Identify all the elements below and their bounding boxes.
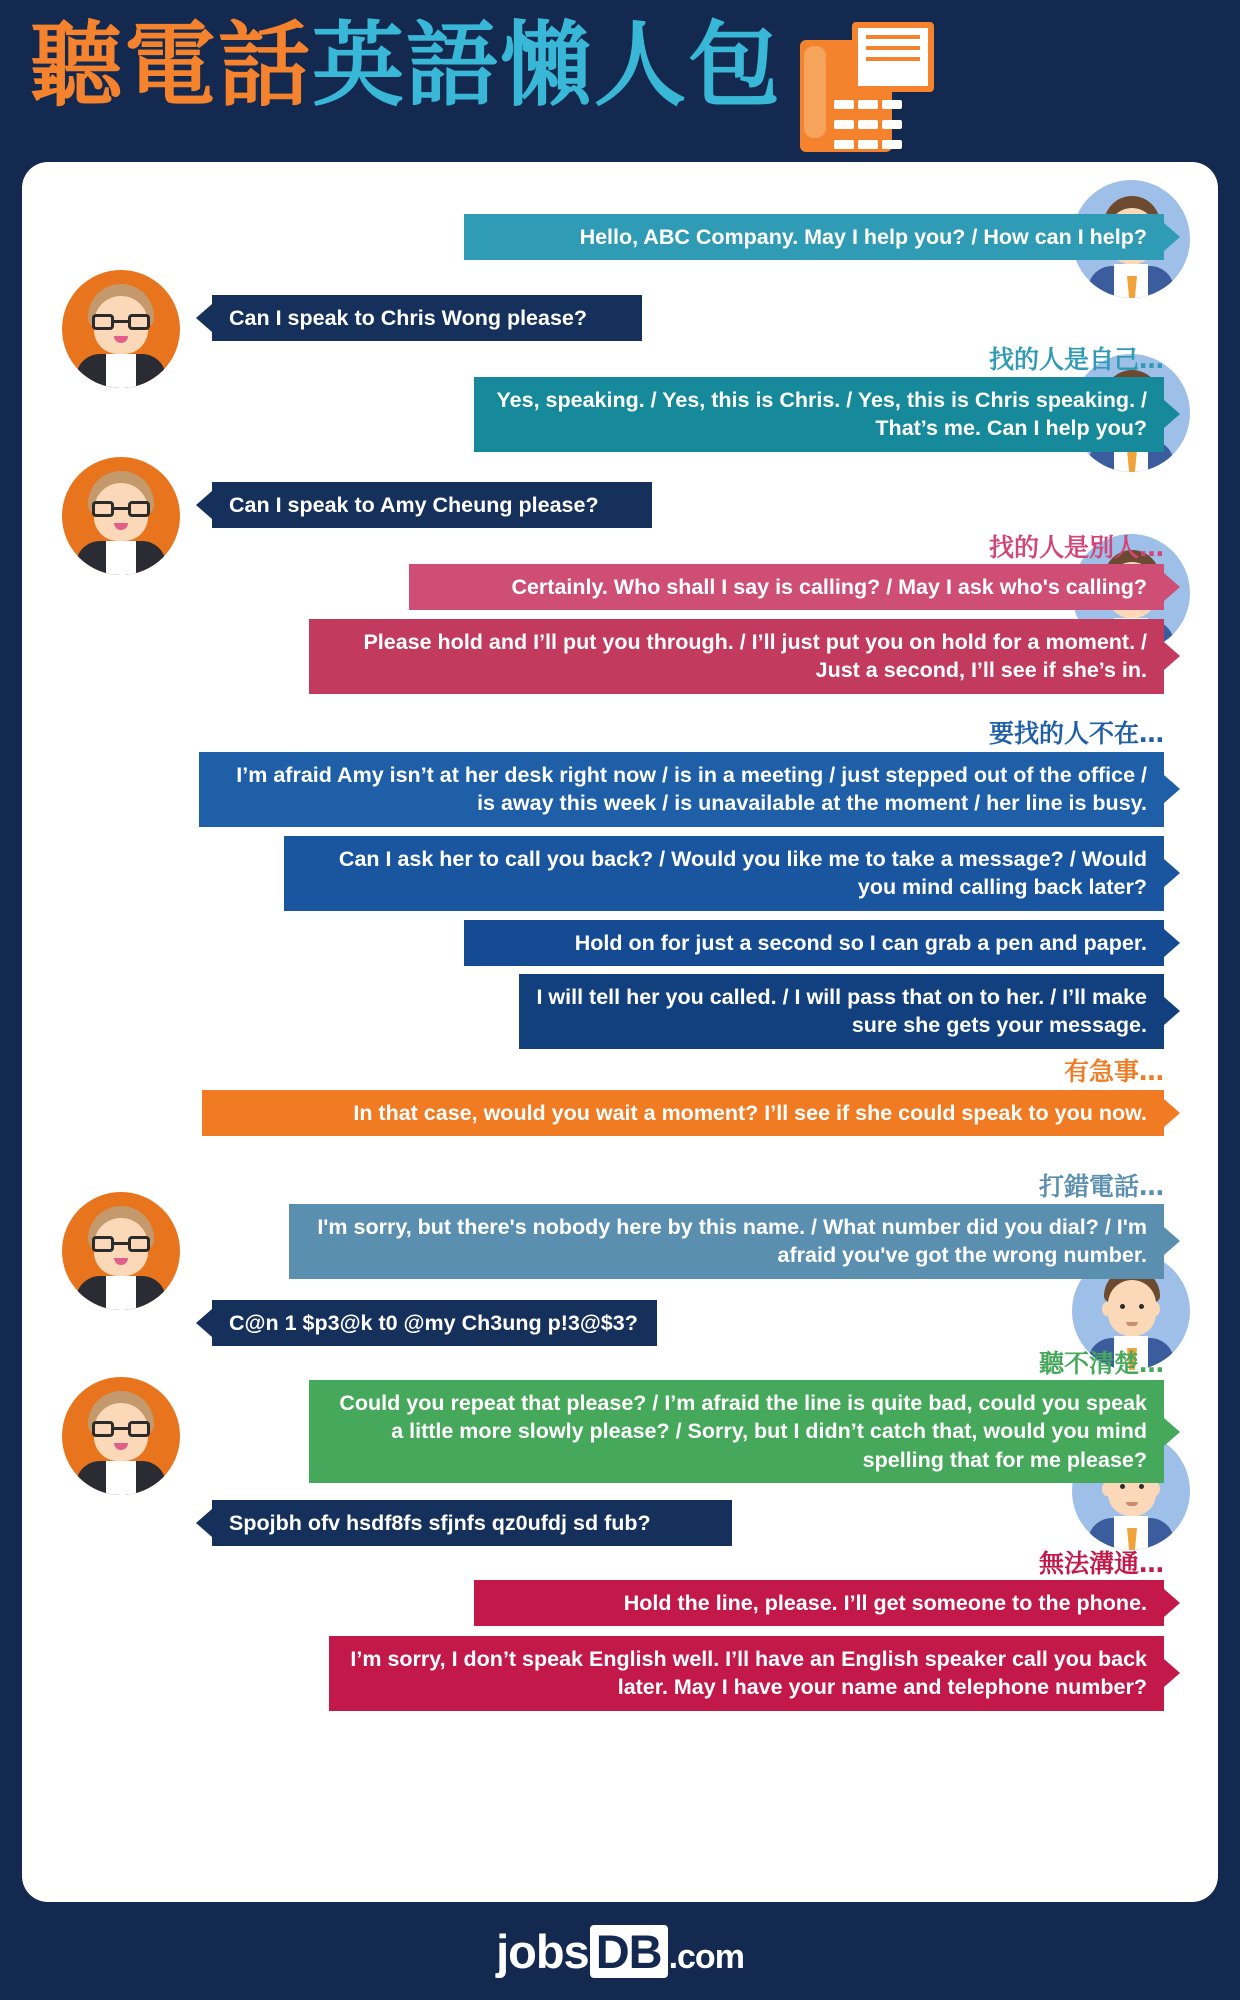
message-bubble-grab-pen: Hold on for just a second so I can grab a pen and paper. [464,920,1164,966]
logo-db: DB [590,1925,668,1978]
caption-no-communication: 無法溝通… [1038,1549,1164,1578]
message-bubble-urgent-wait: In that case, would you wait a moment? I’ll see if she could speak to you now. [202,1090,1164,1136]
jobsdb-logo[interactable] [496,1924,744,1979]
avatar-caller [62,1377,180,1495]
page-title [30,12,783,119]
caption-unavailable: 要找的人不在… [988,719,1164,748]
page-footer [0,1902,1240,2000]
message-bubble-pass-message: I will tell her you called. / I will pass that on to her. / I’ll make sure she gets your message. [519,974,1164,1049]
message-bubble-garbled-1: C@n 1 $p3@k t0 @my Ch3ung p!3@$3? [212,1300,657,1346]
avatar-caller [62,270,180,388]
avatar-caller [62,457,180,575]
message-bubble-please-hold: Please hold and I’ll put you through. / I’ll just put you on hold for a moment. / Just a second, I’ll see if she’s in. [309,619,1164,694]
message-bubble-ask-chris: Can I speak to Chris Wong please? [212,295,642,341]
logo-jobs: jobs [496,1924,589,1978]
message-bubble-wrong-number: I'm sorry, but there's nobody here by this name. / What number did you dial? / I'm afraid you've got the wrong number. [289,1204,1164,1279]
avatar-caller [62,1192,180,1310]
page-title-orange: 聽電話 [30,12,313,119]
caption-wrong-number: 打錯電話… [1038,1172,1164,1201]
caption-urgent: 有急事… [1063,1057,1164,1086]
message-bubble-not-available: I’m afraid Amy isn’t at her desk right now / is in a meeting / just stepped out of the office / is away this week / is unavailable at the moment / her line is busy. [199,752,1164,827]
message-bubble-no-english: I’m sorry, I don’t speak English well. I’ll have an English speaker call you back later. May I have your name and telephone number? [329,1636,1164,1711]
message-bubble-call-back: Can I ask her to call you back? / Would you like me to take a message? / Would you mind calling back later? [284,836,1164,911]
caption-other-person: 找的人是別人… [988,533,1164,562]
logo-dotcom: .com [668,1937,744,1976]
message-bubble-yes-speaking: Yes, speaking. / Yes, this is Chris. / Yes, this is Chris speaking. / That’s me. Can I help you? [474,377,1164,452]
message-bubble-repeat-please: Could you repeat that please? / I’m afraid the line is quite bad, could you speak a little more slowly please? / Sorry, but I didn’t catch that, would you mind spelling that for me please? [309,1380,1164,1483]
page-title-blue: 英語懶人包 [312,12,783,119]
conversation-card [22,162,1218,1902]
message-bubble-greeting: Hello, ABC Company. May I help you? / How can I help? [464,214,1164,260]
caption-self: 找的人是自己… [988,345,1164,374]
message-bubble-hold-the-line: Hold the line, please. I’ll get someone to the phone. [474,1580,1164,1626]
desk-phone-icon [800,18,935,158]
page-header [0,0,1240,180]
caption-unclear: 聽不清楚… [1038,1349,1164,1378]
message-bubble-who-calling: Certainly. Who shall I say is calling? / May I ask who's calling? [409,564,1164,610]
message-bubble-garbled-2: Spojbh ofv hsdf8fs sfjnfs qz0ufdj sd fub? [212,1500,732,1546]
message-bubble-ask-amy: Can I speak to Amy Cheung please? [212,482,652,528]
